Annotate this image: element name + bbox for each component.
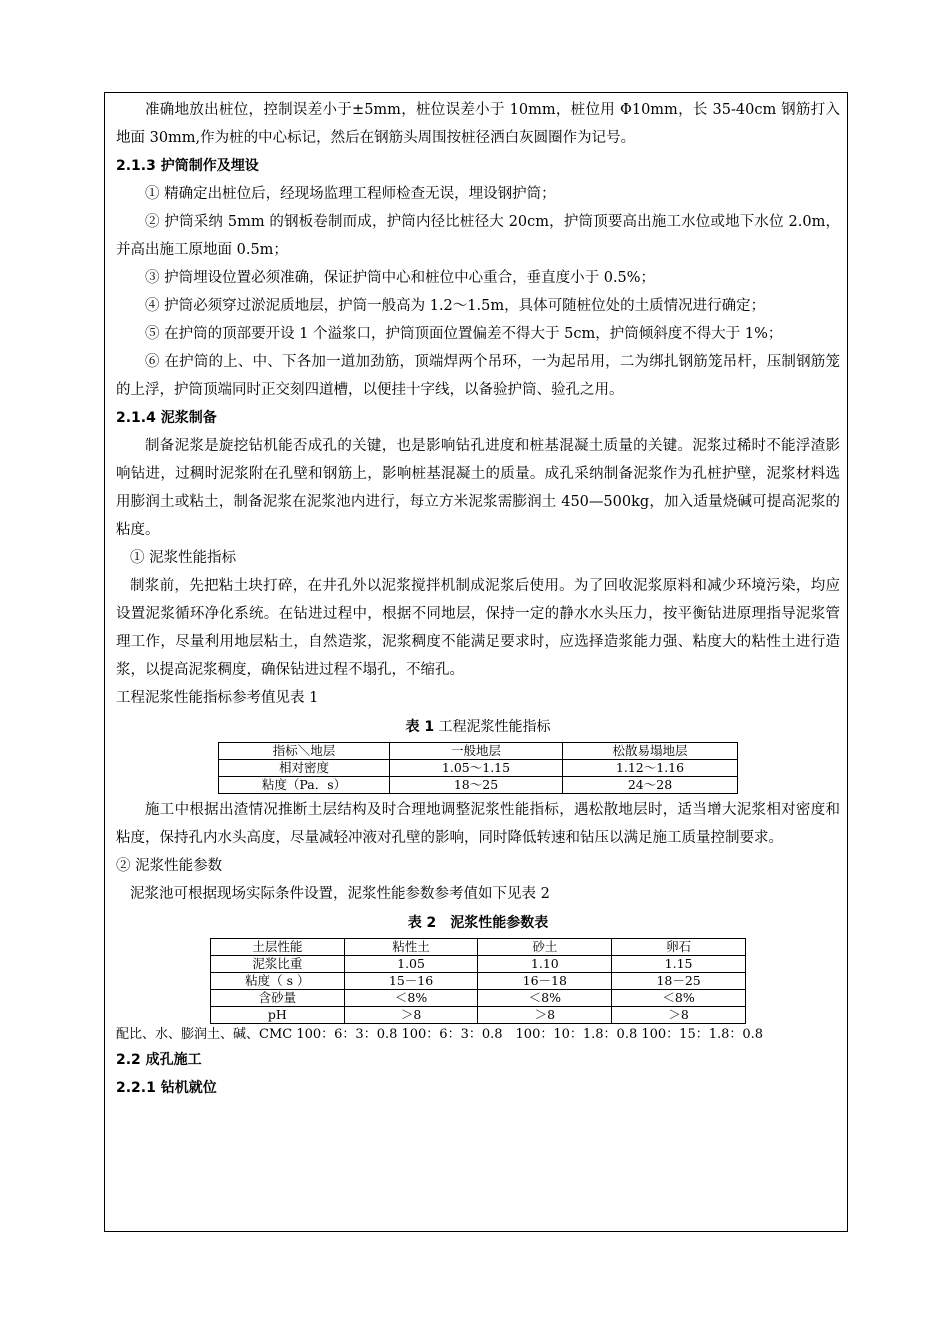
table-header-cell: 一般地层 — [390, 743, 563, 760]
table-header-cell: 松散易塌地层 — [563, 743, 738, 760]
table-header-cell: 砂土 — [478, 939, 612, 956]
table-cell: 24～28 — [563, 777, 738, 794]
table-header-row — [219, 743, 738, 760]
heading-2-1-4: 2.1.4 泥浆制备 — [116, 410, 217, 426]
subheading-mud-parameters: ② 泥浆性能参数 — [116, 858, 223, 874]
casing-item-3: ③ 护筒埋设位置必须准确，保证护筒中心和桩位中心重合，垂直度小于 0.5%； — [145, 270, 656, 286]
table-header-row — [211, 939, 746, 956]
table-cell: 16－18 — [478, 973, 612, 990]
table2-caption-text: 表 2 泥浆性能参数表 — [407, 915, 549, 931]
casing-item-6: ⑥ 在护筒的上、中、下各加一道加劲筋，顶端焊两个吊环，一为起吊用，二为绑扎钢筋笼吊杆，压制钢筋笼的上浮，护筒顶端同时正交刻四道槽，以便挂十字线，以备验护筒、验孔之用。 — [116, 354, 840, 398]
table-cell: ＜8% — [344, 990, 478, 1007]
table-cell: 1.05～1.15 — [390, 760, 563, 777]
table1-reference: 工程泥浆性能指标参考值见表 1 — [116, 690, 319, 706]
casing-item-1: ① 精确定出桩位后，经现场监理工程师检查无误，埋设钢护筒； — [145, 186, 556, 202]
table-cell: 含砂量 — [211, 990, 345, 1007]
table-cell: 泥浆比重 — [211, 956, 345, 973]
mud-parameter-table — [210, 938, 746, 1024]
table-row — [211, 990, 746, 1007]
table-header-cell: 卵石 — [612, 939, 746, 956]
table-cell: ＞8 — [344, 1007, 478, 1024]
table-row — [219, 777, 738, 794]
table-cell: 1.05 — [344, 956, 478, 973]
table-cell: 粘度（Pa．s） — [219, 777, 390, 794]
casing-item-5: ⑤ 在护筒的顶部要开设 1 个溢浆口，护筒顶面位置偏差不得大于 5cm，护筒倾斜度不得大于 1%； — [145, 326, 783, 342]
table-cell: ＜8% — [612, 990, 746, 1007]
after-table1-paragraph: 施工中根据出渣情况推断土层结构及时合理地调整泥浆性能指标，遇松散地层时，适当增大泥浆相对密度和粘度，保持孔内水头高度，尽量减轻冲液对孔壁的影响，同时降低转速和钻压以满足施工质量控制要求。 — [116, 802, 840, 846]
table-cell: 1.10 — [478, 956, 612, 973]
table-row — [211, 973, 746, 990]
table-cell: 粘度（ s ） — [211, 973, 345, 990]
table-header-cell: 土层性能 — [211, 939, 345, 956]
table1-caption-text: 工程泥浆性能指标 — [438, 719, 551, 735]
heading-2-1-3: 2.1.3 护筒制作及埋设 — [116, 158, 259, 174]
table-cell: 1.12～1.16 — [563, 760, 738, 777]
table-cell: ＞8 — [478, 1007, 612, 1024]
table-row — [211, 1007, 746, 1024]
document-body — [116, 96, 840, 1102]
table-cell: 18～25 — [390, 777, 563, 794]
table2-reference: 泥浆池可根据现场实际条件设置，泥浆性能参数参考值如下见表 2 — [130, 886, 550, 902]
casing-item-2: ② 护筒采纳 5mm 的钢板卷制而成，护筒内径比桩径大 20cm，护筒顶要高出施工水位或地下水位 2.0m，并高出施工原地面 0.5m； — [116, 214, 840, 258]
table1-caption-number: 表 1 — [405, 719, 435, 735]
table-cell: ＜8% — [478, 990, 612, 1007]
pile-position-paragraph: 准确地放出桩位，控制误差小于±5mm，桩位误差小于 10mm，桩位用 Φ10mm，长 35-40cm 钢筋打入地面 30mm,作为桩的中心标记，然后在钢筋头周围按桩径洒白灰圆圈作为记号。 — [116, 102, 840, 146]
table2-caption — [116, 910, 840, 936]
table-header-cell: 粘性土 — [344, 939, 478, 956]
table-cell: pH — [211, 1007, 345, 1024]
table-header-cell: 指标＼地层 — [219, 743, 390, 760]
table-cell: 1.15 — [612, 956, 746, 973]
mix-ratio-line: 配比、水、膨润土、碱、CMC 100：6：3：0.8 100：6：3：0.8 100：10：1.8：0.8 100：15：1.8：0.8 — [116, 1027, 764, 1042]
table-cell: ＞8 — [612, 1007, 746, 1024]
table-cell: 15－16 — [344, 973, 478, 990]
table-row — [219, 760, 738, 777]
heading-2-2-1: 2.2.1 钻机就位 — [116, 1080, 217, 1096]
heading-2-2: 2.2 成孔施工 — [116, 1052, 202, 1068]
table-row — [211, 956, 746, 973]
mud-prep-paragraph: 制浆前，先把粘土块打碎，在井孔外以泥浆搅拌机制成泥浆后使用。为了回收泥浆原料和减少环境污染，均应设置泥浆循环净化系统。在钻进过程中，根据不同地层，保持一定的静水水头压力，按平衡钻进原理指导泥浆管理工作，尽量利用地层粘土，自然造浆，泥浆稠度不能满足要求时，应选择造浆能力强、粘度大的粘性土进行造浆，以提高泥浆稠度，确保钻进过程不塌孔，不缩孔。 — [116, 578, 840, 678]
table-cell: 相对密度 — [219, 760, 390, 777]
table1-caption — [116, 714, 840, 740]
table-cell: 18－25 — [612, 973, 746, 990]
mud-intro-paragraph: 制备泥浆是旋挖钻机能否成孔的关键，也是影响钻孔进度和桩基混凝土质量的关键。泥浆过稀时不能浮渣影响钻进，过稠时泥浆附在孔壁和钢筋上，影响桩基混凝土的质量。成孔采纳制备泥浆作为孔桩护壁，泥浆材料选用膨润土或粘土，制备泥浆在泥浆池内进行，每立方米泥浆需膨润土 450—500kg，加入适量烧碱可提高泥浆的粘度。 — [116, 438, 840, 538]
casing-item-4: ④ 护筒必须穿过淤泥质地层，护筒一般高为 1.2～1.5m，具体可随桩位处的土质情况进行确定； — [145, 298, 766, 314]
subheading-mud-indicators: ① 泥浆性能指标 — [130, 550, 237, 566]
mud-indicator-table — [218, 742, 738, 794]
